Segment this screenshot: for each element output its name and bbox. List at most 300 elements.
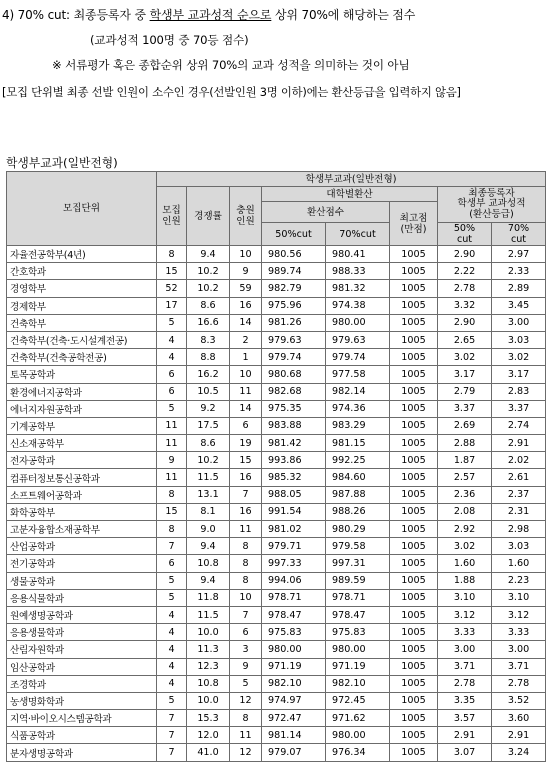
additional-cell: 12	[230, 692, 262, 709]
cut50-score-cell: 989.74	[262, 263, 326, 280]
dept-cell: 식품공학과	[7, 727, 157, 744]
table-row	[7, 538, 546, 555]
cut50-grade-cell: 1.87	[438, 452, 492, 469]
cut50-grade-cell: 3.07	[438, 744, 492, 761]
additional-cell: 14	[230, 314, 262, 331]
max-score-cell: 1005	[390, 314, 438, 331]
recruit-cell: 4	[157, 331, 187, 348]
cut70-grade-cell: 2.33	[492, 263, 546, 280]
max-score-cell: 1005	[390, 349, 438, 366]
note-caution: ※ 서류평가 혹은 종합순위 상위 70%의 교과 성적을 의미하는 것이 아님	[52, 58, 410, 72]
max-score-cell: 1005	[390, 246, 438, 263]
cut50-score-cell: 994.06	[262, 572, 326, 589]
cut50-grade-cell: 2.90	[438, 246, 492, 263]
cut70-grade-cell: 2.23	[492, 572, 546, 589]
cut50-grade-cell: 1.88	[438, 572, 492, 589]
competition-cell: 8.3	[187, 331, 230, 348]
cut50-score-cell: 979.07	[262, 744, 326, 761]
cut50-score-cell: 980.68	[262, 366, 326, 383]
cut70-score-cell: 984.60	[326, 469, 390, 486]
additional-cell: 8	[230, 538, 262, 555]
table-row	[7, 503, 546, 520]
competition-cell: 16.2	[187, 366, 230, 383]
recruit-cell: 4	[157, 658, 187, 675]
recruit-cell: 4	[157, 349, 187, 366]
dept-cell: 화학공학부	[7, 503, 157, 520]
note-70cut-prefix: 4) 70% cut: 최종등록자 중	[2, 8, 150, 22]
max-score-cell: 1005	[390, 331, 438, 348]
cut50-score-cell: 978.71	[262, 589, 326, 606]
cut70-grade-cell: 3.00	[492, 314, 546, 331]
cut50-grade-cell: 3.02	[438, 538, 492, 555]
additional-cell: 1	[230, 349, 262, 366]
recruit-cell: 11	[157, 417, 187, 434]
cut50-score-cell: 997.33	[262, 555, 326, 572]
additional-cell: 16	[230, 503, 262, 520]
dept-cell: 고분자융합소재공학부	[7, 521, 157, 538]
section-title: 학생부교과(일반전형)	[6, 156, 118, 170]
recruit-cell: 9	[157, 452, 187, 469]
max-score-cell: 1005	[390, 383, 438, 400]
additional-cell: 5	[230, 675, 262, 692]
dept-cell: 전기공학과	[7, 555, 157, 572]
dept-cell: 경영학부	[7, 280, 157, 297]
dept-cell: 자율전공학부(4년)	[7, 246, 157, 263]
recruit-cell: 8	[157, 486, 187, 503]
cut70-grade-cell: 3.37	[492, 400, 546, 417]
table-row	[7, 417, 546, 434]
table-row	[7, 589, 546, 606]
recruit-cell: 4	[157, 675, 187, 692]
recruit-cell: 7	[157, 727, 187, 744]
cut50-grade-cell: 2.88	[438, 435, 492, 452]
competition-cell: 10.2	[187, 263, 230, 280]
additional-cell: 9	[230, 658, 262, 675]
dept-cell: 산림자원학과	[7, 641, 157, 658]
cut70-grade-cell: 3.00	[492, 641, 546, 658]
table-row	[7, 314, 546, 331]
competition-cell: 11.3	[187, 641, 230, 658]
dept-cell: 조경학과	[7, 675, 157, 692]
header-grade50: 50% cut	[438, 223, 492, 246]
recruit-cell: 11	[157, 435, 187, 452]
recruit-cell: 5	[157, 589, 187, 606]
additional-cell: 16	[230, 469, 262, 486]
cut70-score-cell: 974.38	[326, 297, 390, 314]
max-score-cell: 1005	[390, 641, 438, 658]
cut70-score-cell: 987.88	[326, 486, 390, 503]
cut70-grade-cell: 3.33	[492, 624, 546, 641]
dept-cell: 원예생명공학과	[7, 606, 157, 623]
dept-cell: 건축학부(건축·도시설계전공)	[7, 331, 157, 348]
table-row	[7, 521, 546, 538]
dept-cell: 에너지자원공학과	[7, 400, 157, 417]
table-row	[7, 555, 546, 572]
table-row	[7, 297, 546, 314]
note-70cut-suffix: 상위 70%에 해당하는 점수	[271, 8, 416, 22]
additional-cell: 10	[230, 366, 262, 383]
cut70-score-cell: 978.71	[326, 589, 390, 606]
recruit-cell: 5	[157, 400, 187, 417]
table-body	[7, 246, 546, 762]
recruit-cell: 5	[157, 314, 187, 331]
dept-cell: 컴퓨터정보통신공학과	[7, 469, 157, 486]
additional-cell: 11	[230, 727, 262, 744]
table-row	[7, 486, 546, 503]
cut50-grade-cell: 3.35	[438, 692, 492, 709]
table-row	[7, 280, 546, 297]
cut50-grade-cell: 3.57	[438, 710, 492, 727]
cut70-score-cell: 975.83	[326, 624, 390, 641]
competition-cell: 10.0	[187, 692, 230, 709]
max-score-cell: 1005	[390, 675, 438, 692]
competition-cell: 11.5	[187, 469, 230, 486]
cut50-grade-cell: 3.71	[438, 658, 492, 675]
max-score-cell: 1005	[390, 624, 438, 641]
cut50-score-cell: 975.96	[262, 297, 326, 314]
max-score-cell: 1005	[390, 572, 438, 589]
max-score-cell: 1005	[390, 727, 438, 744]
cut50-grade-cell: 2.36	[438, 486, 492, 503]
header-final-group: 최종등록자 학생부 교과성적 (환산등급)	[438, 187, 546, 223]
cut50-grade-cell: 2.22	[438, 263, 492, 280]
recruit-cell: 7	[157, 710, 187, 727]
dept-cell: 임산공학과	[7, 658, 157, 675]
competition-cell: 9.4	[187, 538, 230, 555]
recruit-cell: 7	[157, 538, 187, 555]
cut50-score-cell: 975.35	[262, 400, 326, 417]
header-recruit: 모집 인원	[157, 187, 187, 246]
cut50-score-cell: 980.56	[262, 246, 326, 263]
cut50-grade-cell: 3.17	[438, 366, 492, 383]
competition-cell: 8.6	[187, 435, 230, 452]
cut50-grade-cell: 3.32	[438, 297, 492, 314]
max-score-cell: 1005	[390, 538, 438, 555]
cut50-grade-cell: 2.90	[438, 314, 492, 331]
max-score-cell: 1005	[390, 400, 438, 417]
additional-cell: 15	[230, 452, 262, 469]
cut70-grade-cell: 2.61	[492, 469, 546, 486]
recruit-cell: 15	[157, 263, 187, 280]
max-score-cell: 1005	[390, 469, 438, 486]
cut50-grade-cell: 3.02	[438, 349, 492, 366]
competition-cell: 10.8	[187, 675, 230, 692]
cut70-grade-cell: 2.98	[492, 521, 546, 538]
header-grade70: 70% cut	[492, 223, 546, 246]
table-row	[7, 435, 546, 452]
header-cut70: 70%cut	[326, 223, 390, 246]
cut70-grade-cell: 3.45	[492, 297, 546, 314]
cut70-score-cell: 979.58	[326, 538, 390, 555]
dept-cell: 전자공학과	[7, 452, 157, 469]
recruit-cell: 15	[157, 503, 187, 520]
cut50-score-cell: 979.74	[262, 349, 326, 366]
cut70-score-cell: 980.00	[326, 727, 390, 744]
additional-cell: 14	[230, 400, 262, 417]
cut50-grade-cell: 2.91	[438, 727, 492, 744]
cut50-score-cell: 979.71	[262, 538, 326, 555]
additional-cell: 8	[230, 555, 262, 572]
cut70-score-cell: 988.26	[326, 503, 390, 520]
cut70-grade-cell: 2.74	[492, 417, 546, 434]
cut70-grade-cell: 3.02	[492, 349, 546, 366]
recruit-cell: 8	[157, 521, 187, 538]
cut70-grade-cell: 3.52	[492, 692, 546, 709]
dept-cell: 응용생물학과	[7, 624, 157, 641]
table-row	[7, 246, 546, 263]
header-dept: 모집단위	[7, 172, 157, 246]
competition-cell: 12.0	[187, 727, 230, 744]
additional-cell: 11	[230, 383, 262, 400]
header-competition: 경쟁률	[187, 187, 230, 246]
competition-cell: 10.2	[187, 280, 230, 297]
table-row	[7, 727, 546, 744]
cut70-score-cell: 971.19	[326, 658, 390, 675]
additional-cell: 59	[230, 280, 262, 297]
cut50-grade-cell: 2.78	[438, 675, 492, 692]
cut50-score-cell: 983.88	[262, 417, 326, 434]
competition-cell: 15.3	[187, 710, 230, 727]
max-score-cell: 1005	[390, 589, 438, 606]
dept-cell: 응용식물학과	[7, 589, 157, 606]
max-score-cell: 1005	[390, 366, 438, 383]
cut70-score-cell: 988.33	[326, 263, 390, 280]
recruit-cell: 4	[157, 624, 187, 641]
cut70-grade-cell: 2.02	[492, 452, 546, 469]
additional-cell: 9	[230, 263, 262, 280]
note-70cut-underlined: 학생부 교과성적 순으로	[149, 8, 272, 22]
recruit-cell: 5	[157, 572, 187, 589]
recruit-cell: 8	[157, 246, 187, 263]
competition-cell: 17.5	[187, 417, 230, 434]
cut70-score-cell: 977.58	[326, 366, 390, 383]
cut70-grade-cell: 2.89	[492, 280, 546, 297]
cut70-grade-cell: 3.03	[492, 331, 546, 348]
cut70-grade-cell: 2.31	[492, 503, 546, 520]
competition-cell: 8.1	[187, 503, 230, 520]
table-row	[7, 331, 546, 348]
competition-cell: 13.1	[187, 486, 230, 503]
note-example: (교과성적 100명 중 70등 점수)	[90, 33, 249, 47]
cut50-score-cell: 982.79	[262, 280, 326, 297]
cut70-grade-cell: 2.83	[492, 383, 546, 400]
cut50-grade-cell: 2.65	[438, 331, 492, 348]
recruit-cell: 17	[157, 297, 187, 314]
recruit-cell: 4	[157, 641, 187, 658]
cut50-score-cell: 982.10	[262, 675, 326, 692]
admission-score-table	[6, 171, 546, 762]
recruit-cell: 6	[157, 366, 187, 383]
table-header	[7, 172, 546, 246]
cut70-score-cell: 980.00	[326, 314, 390, 331]
additional-cell: 10	[230, 589, 262, 606]
cut50-score-cell: 974.97	[262, 692, 326, 709]
max-score-cell: 1005	[390, 435, 438, 452]
cut70-score-cell: 992.25	[326, 452, 390, 469]
cut70-score-cell: 971.62	[326, 710, 390, 727]
dept-cell: 기계공학부	[7, 417, 157, 434]
additional-cell: 8	[230, 710, 262, 727]
cut70-score-cell: 983.29	[326, 417, 390, 434]
cut50-grade-cell: 1.60	[438, 555, 492, 572]
dept-cell: 산업공학과	[7, 538, 157, 555]
cut50-score-cell: 993.86	[262, 452, 326, 469]
additional-cell: 12	[230, 744, 262, 761]
cut70-grade-cell: 1.60	[492, 555, 546, 572]
cut50-grade-cell: 2.78	[438, 280, 492, 297]
competition-cell: 9.4	[187, 246, 230, 263]
dept-cell: 지역·바이오시스템공학과	[7, 710, 157, 727]
table-row	[7, 469, 546, 486]
cut70-score-cell: 997.31	[326, 555, 390, 572]
cut70-grade-cell: 3.10	[492, 589, 546, 606]
max-score-cell: 1005	[390, 486, 438, 503]
table-row	[7, 452, 546, 469]
cut50-score-cell: 982.68	[262, 383, 326, 400]
recruit-cell: 5	[157, 692, 187, 709]
competition-cell: 8.8	[187, 349, 230, 366]
competition-cell: 11.8	[187, 589, 230, 606]
recruit-cell: 52	[157, 280, 187, 297]
competition-cell: 10.5	[187, 383, 230, 400]
dept-cell: 소프트웨어공학과	[7, 486, 157, 503]
cut50-grade-cell: 3.37	[438, 400, 492, 417]
competition-cell: 10.2	[187, 452, 230, 469]
additional-cell: 10	[230, 246, 262, 263]
additional-cell: 19	[230, 435, 262, 452]
cut70-score-cell: 974.36	[326, 400, 390, 417]
cut50-score-cell: 988.05	[262, 486, 326, 503]
cut70-grade-cell: 3.17	[492, 366, 546, 383]
max-score-cell: 1005	[390, 452, 438, 469]
cut70-score-cell: 979.74	[326, 349, 390, 366]
recruit-cell: 6	[157, 555, 187, 572]
cut50-score-cell: 978.47	[262, 606, 326, 623]
additional-cell: 7	[230, 486, 262, 503]
cut70-score-cell: 976.34	[326, 744, 390, 761]
dept-cell: 신소재공학부	[7, 435, 157, 452]
dept-cell: 건축학부(건축공학전공)	[7, 349, 157, 366]
cut50-score-cell: 972.47	[262, 710, 326, 727]
header-group: 학생부교과(일반전형)	[157, 172, 546, 187]
competition-cell: 16.6	[187, 314, 230, 331]
cut70-grade-cell: 2.37	[492, 486, 546, 503]
table-row	[7, 383, 546, 400]
max-score-cell: 1005	[390, 521, 438, 538]
max-score-cell: 1005	[390, 710, 438, 727]
dept-cell: 분자생명공학과	[7, 744, 157, 761]
cut70-score-cell: 978.47	[326, 606, 390, 623]
additional-cell: 3	[230, 641, 262, 658]
cut50-grade-cell: 3.12	[438, 606, 492, 623]
header-additional: 충원 인원	[230, 187, 262, 246]
max-score-cell: 1005	[390, 744, 438, 761]
cut70-grade-cell: 3.24	[492, 744, 546, 761]
cut50-grade-cell: 2.69	[438, 417, 492, 434]
cut50-score-cell: 971.19	[262, 658, 326, 675]
cut50-score-cell: 981.14	[262, 727, 326, 744]
competition-cell: 9.4	[187, 572, 230, 589]
cut50-grade-cell: 2.08	[438, 503, 492, 520]
dept-cell: 환경에너지공학과	[7, 383, 157, 400]
additional-cell: 7	[230, 606, 262, 623]
max-score-cell: 1005	[390, 606, 438, 623]
cut70-score-cell: 982.10	[326, 675, 390, 692]
dept-cell: 토목공학과	[7, 366, 157, 383]
table-row	[7, 658, 546, 675]
header-converted-score: 환산점수	[262, 202, 390, 223]
additional-cell: 16	[230, 297, 262, 314]
dept-cell: 건축학부	[7, 314, 157, 331]
dept-cell: 생물공학과	[7, 572, 157, 589]
cut50-score-cell: 991.54	[262, 503, 326, 520]
max-score-cell: 1005	[390, 280, 438, 297]
note-70cut-definition	[2, 6, 415, 23]
cut70-score-cell: 972.45	[326, 692, 390, 709]
table-row	[7, 572, 546, 589]
cut70-score-cell: 981.15	[326, 435, 390, 452]
cut50-grade-cell: 2.57	[438, 469, 492, 486]
max-score-cell: 1005	[390, 503, 438, 520]
recruit-cell: 4	[157, 606, 187, 623]
cut50-grade-cell: 2.79	[438, 383, 492, 400]
competition-cell: 9.0	[187, 521, 230, 538]
cut50-score-cell: 981.02	[262, 521, 326, 538]
header-cut50: 50%cut	[262, 223, 326, 246]
competition-cell: 11.5	[187, 606, 230, 623]
header-max-score: 최고점 (만점)	[390, 202, 438, 246]
cut70-score-cell: 982.14	[326, 383, 390, 400]
table-row	[7, 624, 546, 641]
table-row	[7, 641, 546, 658]
max-score-cell: 1005	[390, 417, 438, 434]
table-row	[7, 349, 546, 366]
additional-cell: 11	[230, 521, 262, 538]
competition-cell: 9.2	[187, 400, 230, 417]
note-small-cohort: [모집 단위별 최종 선발 인원이 소수인 경우(선발인원 3명 이하)에는 환산등급을 입력하지 않음]	[2, 85, 461, 99]
cut70-grade-cell: 2.91	[492, 435, 546, 452]
competition-cell: 10.8	[187, 555, 230, 572]
max-score-cell: 1005	[390, 555, 438, 572]
additional-cell: 6	[230, 624, 262, 641]
table-row	[7, 606, 546, 623]
cut50-score-cell: 985.32	[262, 469, 326, 486]
cut50-score-cell: 981.26	[262, 314, 326, 331]
cut50-score-cell: 975.83	[262, 624, 326, 641]
cut50-score-cell: 980.00	[262, 641, 326, 658]
cut70-grade-cell: 3.71	[492, 658, 546, 675]
table-row	[7, 692, 546, 709]
dept-cell: 간호학과	[7, 263, 157, 280]
dept-cell: 농생명화학과	[7, 692, 157, 709]
table-row	[7, 675, 546, 692]
max-score-cell: 1005	[390, 263, 438, 280]
cut70-grade-cell: 3.12	[492, 606, 546, 623]
additional-cell: 6	[230, 417, 262, 434]
cut50-grade-cell: 3.10	[438, 589, 492, 606]
recruit-cell: 7	[157, 744, 187, 761]
cut70-grade-cell: 2.78	[492, 675, 546, 692]
max-score-cell: 1005	[390, 658, 438, 675]
table-row	[7, 400, 546, 417]
competition-cell: 12.3	[187, 658, 230, 675]
cut50-grade-cell: 2.92	[438, 521, 492, 538]
additional-cell: 8	[230, 572, 262, 589]
cut70-grade-cell: 2.91	[492, 727, 546, 744]
cut70-grade-cell: 2.97	[492, 246, 546, 263]
cut70-score-cell: 979.63	[326, 331, 390, 348]
max-score-cell: 1005	[390, 692, 438, 709]
